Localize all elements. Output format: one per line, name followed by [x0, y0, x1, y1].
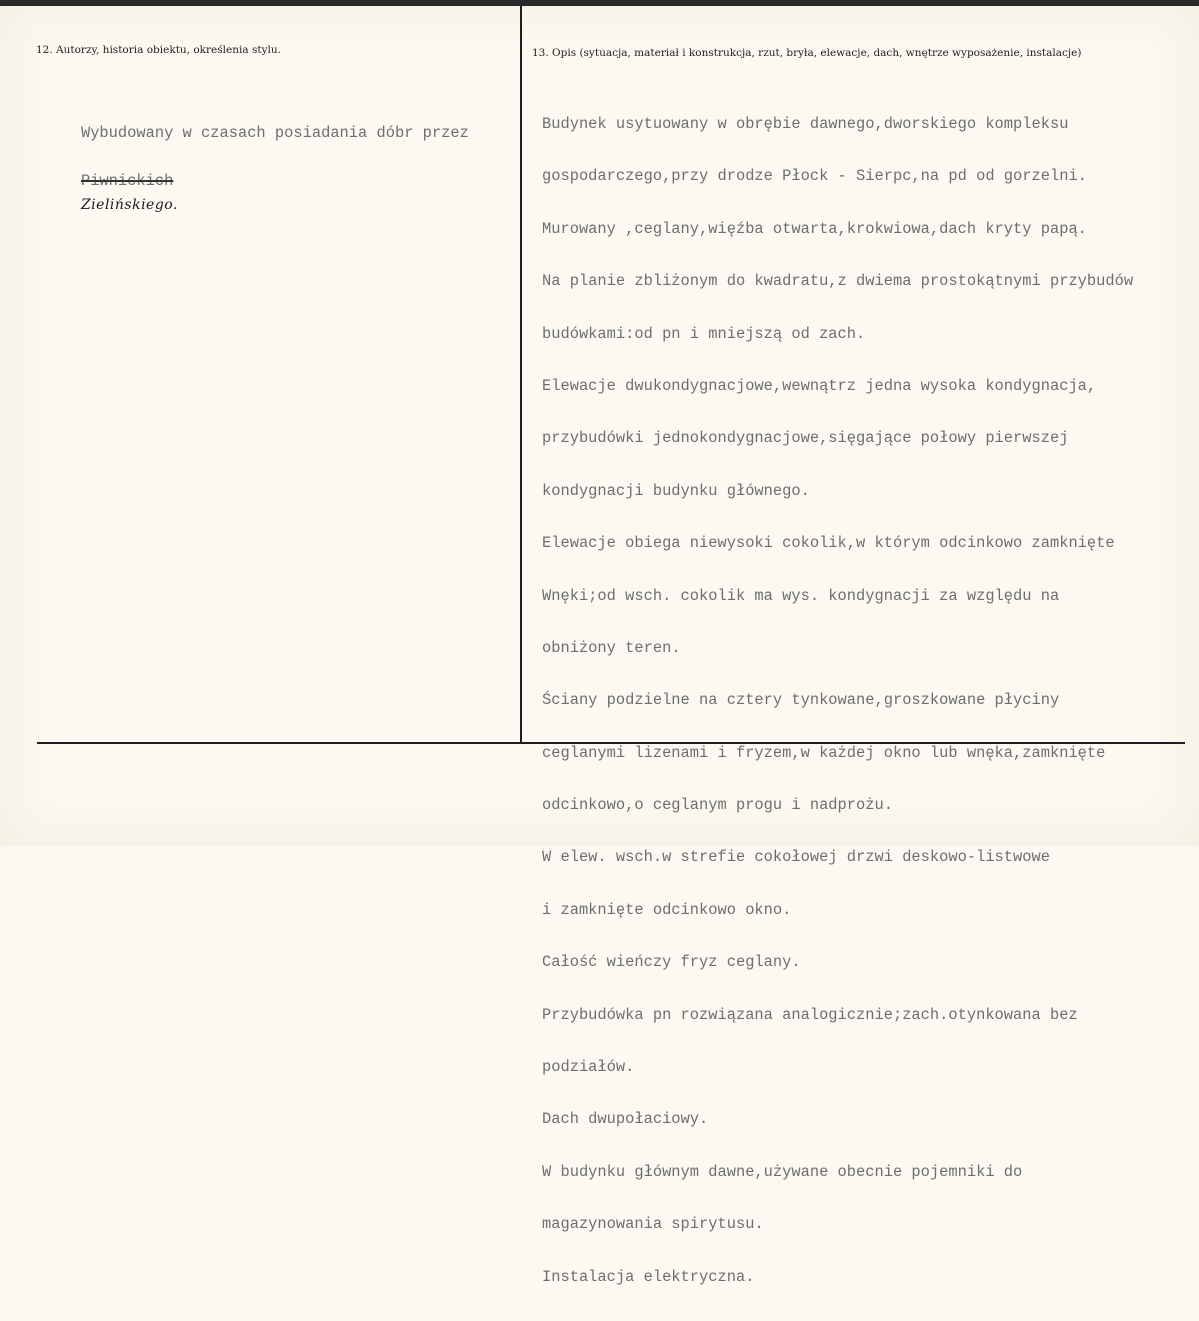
description-line: przybudówki jednokondygnacjowe,sięgające połowy pierwszej [542, 429, 1069, 448]
description-line: Na planie zbliżonym do kwadratu,z dwiema prostokątnymi przybudów [542, 272, 1134, 291]
handwritten-correction: Zielińskiego. [80, 197, 178, 213]
description-line: Całość wieńczy fryz ceglany. [542, 953, 801, 972]
section-13-body [542, 80, 1182, 1321]
description-line: podziałów. [542, 1058, 635, 1077]
column-divider [520, 6, 522, 742]
section-12-body [44, 97, 469, 241]
description-line: Elewacje dwukondygnacjowe,wewnątrz jedna wysoka kondygnacja, [542, 376, 1097, 395]
description-line: Murowany ,ceglany,więźba otwarta,krokwiowa,dach kryty papą. [542, 219, 1087, 238]
description-line: W budynku głównym dawne,używane obecnie pojemniki do [542, 1162, 1023, 1181]
description-line: Przybudówka pn rozwiązana analogicznie;zach.otynkowana bez [542, 1005, 1078, 1024]
description-line: odcinkowo,o ceglanym progu i nadprożu. [542, 796, 893, 815]
description-line: budówkami:od pn i mniejszą od zach. [542, 324, 866, 343]
description-line: ceglanymi lizenami i fryzem,w każdej okno lub wnęka,zamknięte [542, 743, 1106, 762]
struck-out-name: Piwnickich [80, 172, 174, 190]
section-12-line-1: Wybudowany w czasach posiadania dóbr przez [80, 124, 469, 142]
description-line: i zamknięte odcinkowo okno. [542, 900, 792, 919]
description-line: kondygnacji budynku głównego. [542, 481, 810, 500]
description-line: Ściany podzielne na cztery tynkowane,groszkowane płyciny [542, 691, 1060, 710]
section-13-heading: 13. Opis (sytuacja, materiał i konstrukcja, rzut, bryła, elewacje, dach, wnętrze wyposażenie, instalacje) [532, 47, 1082, 59]
card-top-edge [0, 0, 1199, 6]
description-line: Budynek usytuowany w obrębie dawnego,dworskiego kompleksu [542, 115, 1069, 133]
description-line: gospodarczego,przy drodze Płock - Sierpc,na pd od gorzelni. [542, 167, 1087, 186]
description-line: Elewacje obiega niewysoki cokolik,w którym odcinkowo zamknięte [542, 534, 1115, 553]
description-line: obniżony teren. [542, 638, 681, 657]
description-line: Dach dwupołaciowy. [542, 1110, 709, 1129]
section-12-heading: 12. Autorzy, historia obiektu, określenia stylu. [36, 44, 281, 56]
description-line: Instalacja elektryczna. [542, 1267, 755, 1286]
description-line: Wnęki;od wsch. cokolik ma wys. kondygnacji za względu na [542, 586, 1060, 605]
description-line: magazynowania spirytusu. [542, 1215, 764, 1234]
description-line: W elew. wsch.w strefie cokołowej drzwi deskowo-listwowe [542, 848, 1050, 867]
